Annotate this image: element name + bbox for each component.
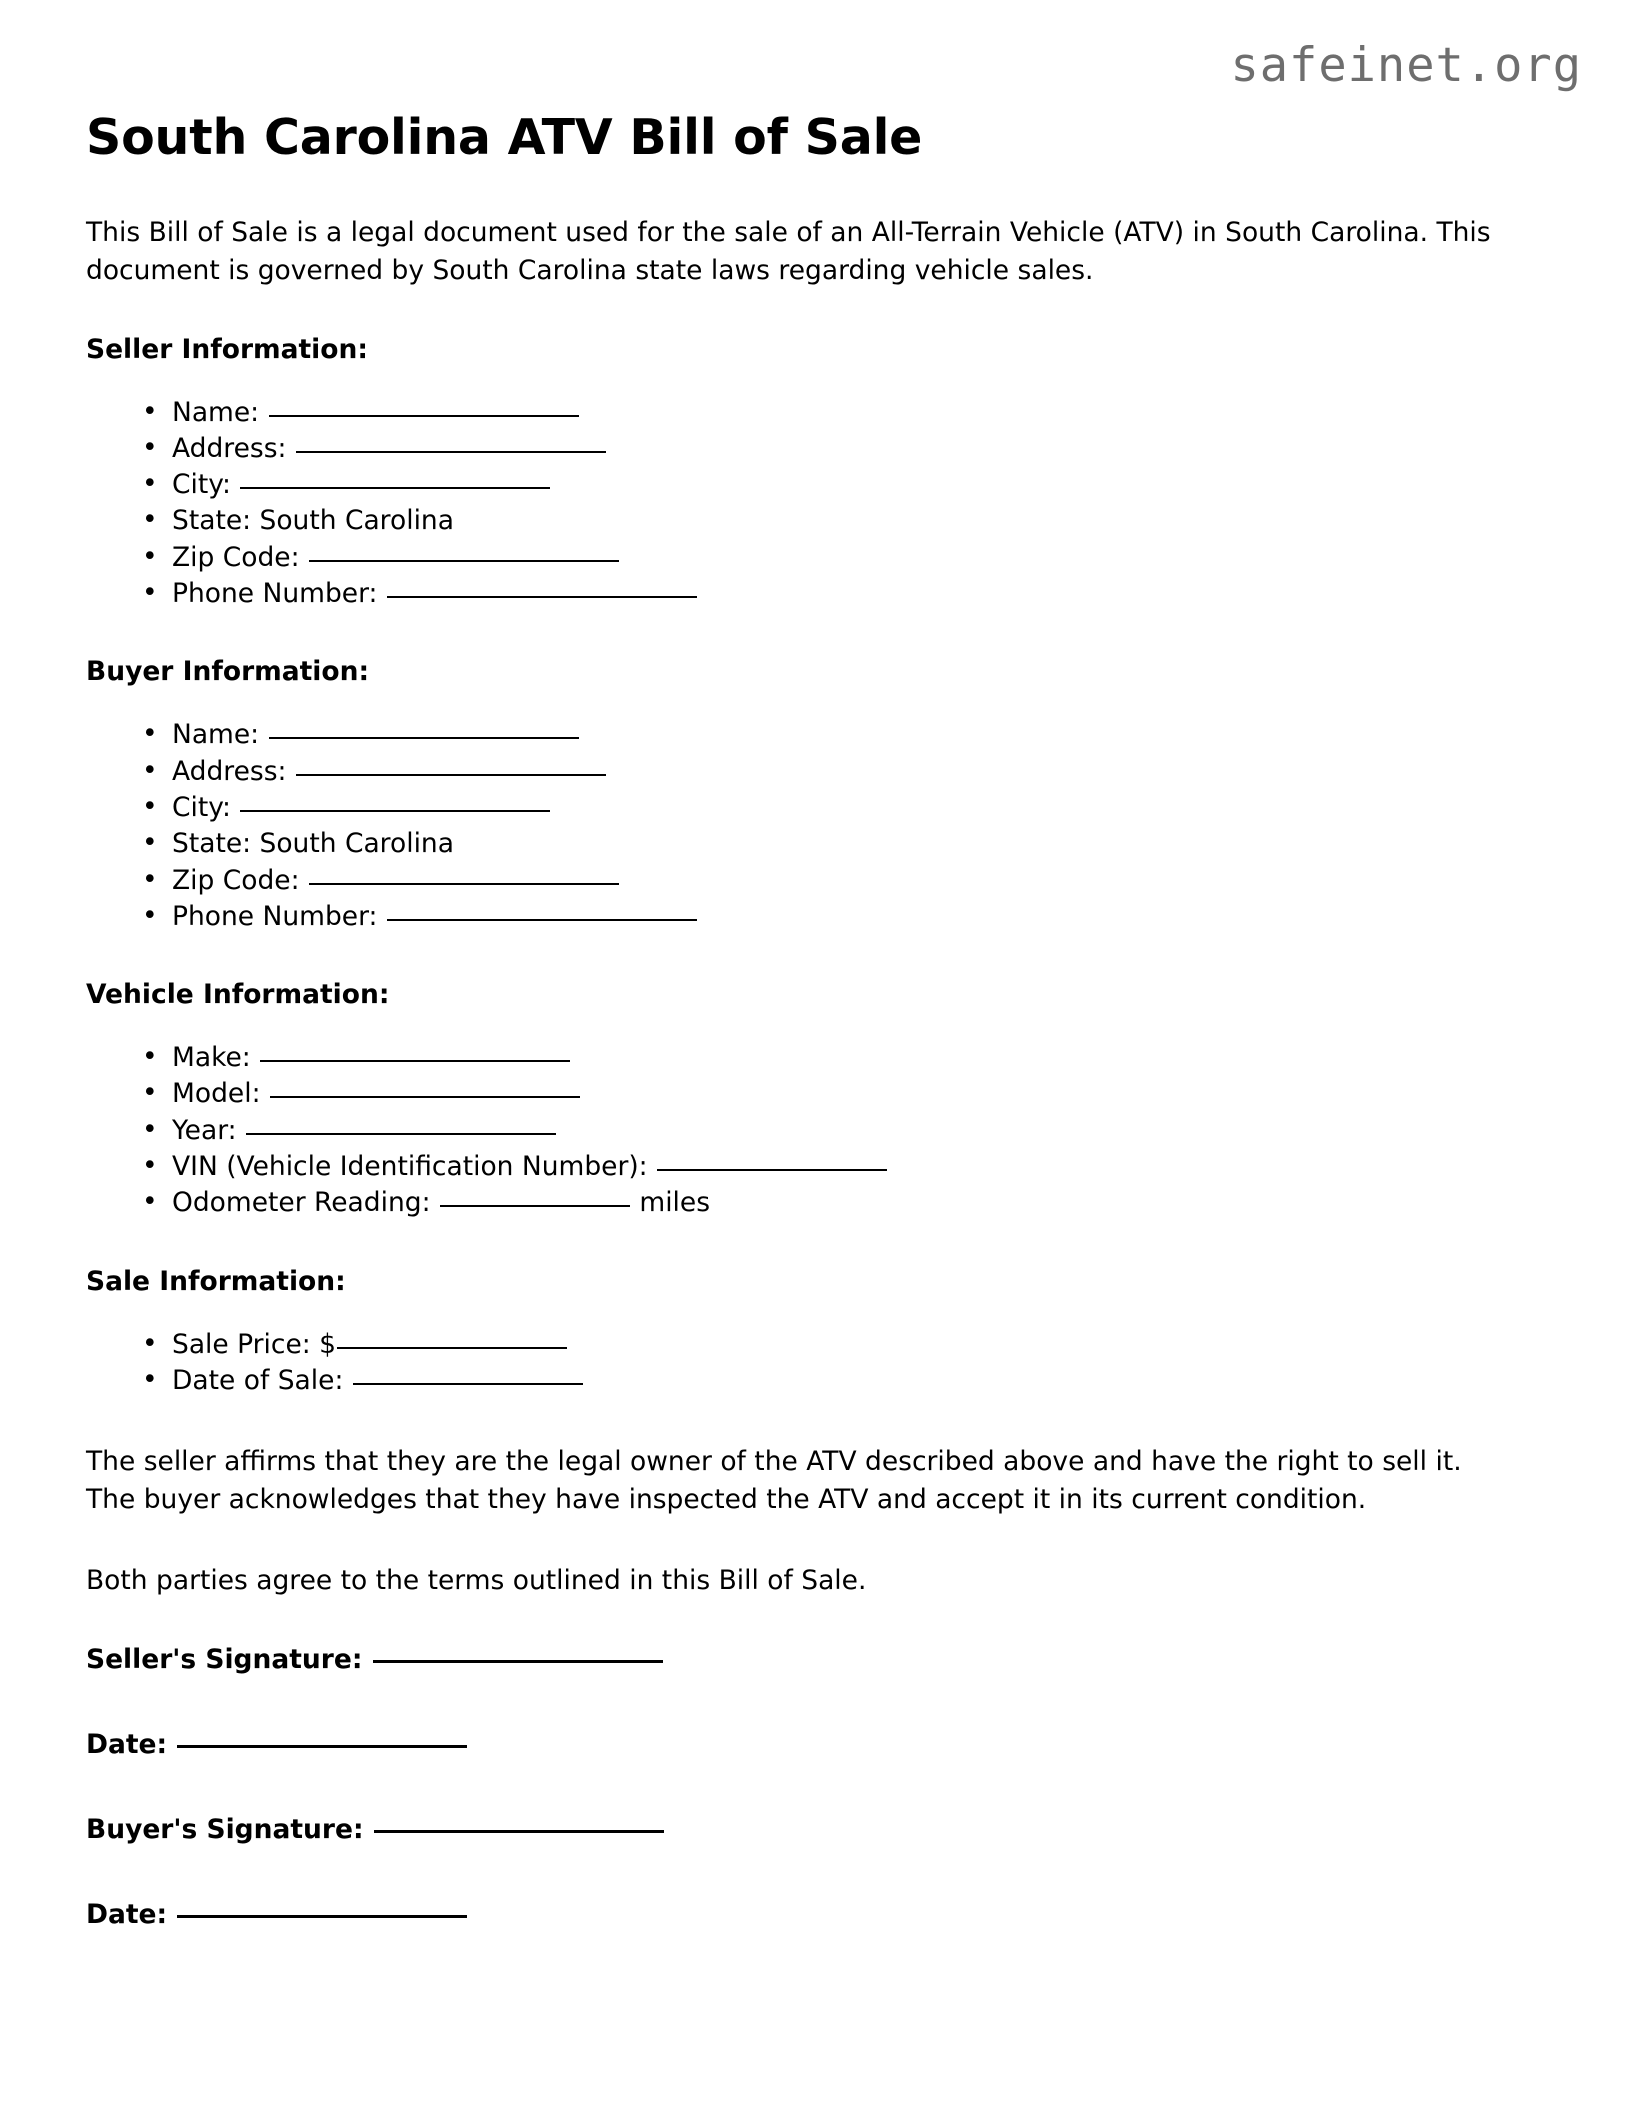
field-label: Year: — [172, 1114, 245, 1146]
sale-field-sale-price — [138, 1327, 1531, 1363]
buyer-field-phone-number — [138, 899, 1531, 935]
buyer-information-list — [86, 717, 1531, 935]
field-value: South Carolina — [259, 828, 454, 860]
signature-blank-line[interactable] — [373, 1660, 663, 1663]
field-blank-line[interactable] — [246, 1133, 556, 1135]
signature-label: Buyer's Signature: — [86, 1814, 373, 1846]
field-blank-line[interactable] — [657, 1169, 887, 1171]
field-suffix: miles — [630, 1187, 711, 1219]
signature-row-buyer-s-signature-2 — [86, 1814, 1531, 1845]
field-label: City: — [172, 791, 240, 823]
vehicle-field-odometer-reading — [138, 1185, 1531, 1221]
field-blank-line[interactable] — [269, 737, 579, 739]
seller-field-zip-code — [138, 540, 1531, 576]
field-label: Zip Code: — [172, 541, 308, 573]
buyer-field-name — [138, 717, 1531, 753]
vehicle-field-model — [138, 1076, 1531, 1112]
signature-row-date-3 — [86, 1899, 1531, 1930]
seller-field-city — [138, 467, 1531, 503]
field-label: Model: — [172, 1078, 269, 1110]
sale-field-date-of-sale — [138, 1363, 1531, 1399]
buyer-field-state — [138, 826, 1531, 862]
closing-paragraph-affirmation: The seller affirms that they are the legal owner of the ATV described above and have the right to sell it. The buyer acknowledges that they have inspected the ATV and accept it in its current condition. — [86, 1446, 1462, 1515]
field-blank-line[interactable] — [387, 596, 697, 598]
vehicle-field-year — [138, 1113, 1531, 1149]
field-label: Sale Price: $ — [172, 1328, 337, 1360]
field-label: Date of Sale: — [172, 1364, 352, 1396]
field-blank-line[interactable] — [387, 919, 697, 921]
closing-paragraph-agreement: Both parties agree to the terms outlined in this Bill of Sale. — [86, 1565, 867, 1597]
field-label: Zip Code: — [172, 864, 308, 896]
signature-row-date-1 — [86, 1729, 1531, 1760]
field-label: City: — [172, 469, 240, 501]
intro-paragraph: This Bill of Sale is a legal document used for the sale of an All-Terrain Vehicle (ATV) in South Carolina. This document is governed by South Carolina state laws regarding vehicle sales. — [86, 217, 1491, 286]
field-blank-line[interactable] — [260, 1060, 570, 1062]
signature-blank-line[interactable] — [177, 1745, 467, 1748]
vehicle-field-make — [138, 1040, 1531, 1076]
seller-field-state — [138, 503, 1531, 539]
field-label: VIN (Vehicle Identification Number): — [172, 1151, 657, 1183]
field-blank-line[interactable] — [440, 1205, 630, 1207]
page-title: South Carolina ATV Bill of Sale — [86, 109, 923, 166]
buyer-field-zip-code — [138, 863, 1531, 899]
field-label: Make: — [172, 1042, 260, 1074]
field-blank-line[interactable] — [296, 774, 606, 776]
seller-information-heading: Seller Information: — [86, 333, 368, 365]
signature-block — [86, 1644, 1531, 1930]
field-blank-line[interactable] — [353, 1383, 583, 1385]
sale-information-list — [86, 1327, 1531, 1400]
sale-information-heading: Sale Information: — [86, 1265, 346, 1297]
seller-field-phone-number — [138, 576, 1531, 612]
field-blank-line[interactable] — [296, 451, 606, 453]
signature-blank-line[interactable] — [177, 1915, 467, 1918]
buyer-field-address — [138, 754, 1531, 790]
seller-field-name — [138, 395, 1531, 431]
field-blank-line[interactable] — [270, 1096, 580, 1098]
signature-label: Seller's Signature: — [86, 1644, 372, 1676]
field-label: State: — [172, 505, 260, 537]
field-blank-line[interactable] — [240, 810, 550, 812]
vehicle-information-heading: Vehicle Information: — [86, 979, 390, 1011]
signature-label: Date: — [86, 1729, 177, 1761]
field-blank-line[interactable] — [309, 883, 619, 885]
buyer-information-heading: Buyer Information: — [86, 656, 370, 688]
signature-blank-line[interactable] — [374, 1830, 664, 1833]
field-blank-line[interactable] — [309, 560, 619, 562]
field-label: Phone Number: — [172, 578, 386, 610]
signature-label: Date: — [86, 1899, 177, 1931]
field-label: Phone Number: — [172, 900, 386, 932]
seller-field-address — [138, 431, 1531, 467]
field-blank-line[interactable] — [269, 415, 579, 417]
site-watermark: safeinet.org — [1230, 38, 1582, 93]
vehicle-information-list — [86, 1040, 1531, 1221]
field-label: Name: — [172, 396, 268, 428]
document-content — [86, 110, 1531, 1984]
field-label: State: — [172, 828, 260, 860]
seller-information-list — [86, 395, 1531, 613]
field-blank-line[interactable] — [240, 487, 550, 489]
field-label: Address: — [172, 755, 295, 787]
field-blank-line[interactable] — [337, 1347, 567, 1349]
field-label: Name: — [172, 719, 268, 751]
field-value: South Carolina — [259, 505, 454, 537]
signature-row-seller-s-signature-0 — [86, 1644, 1531, 1675]
vehicle-field-vin-vehicle-identification-number — [138, 1149, 1531, 1185]
field-label: Odometer Reading: — [172, 1187, 439, 1219]
field-label: Address: — [172, 432, 295, 464]
buyer-field-city — [138, 790, 1531, 826]
